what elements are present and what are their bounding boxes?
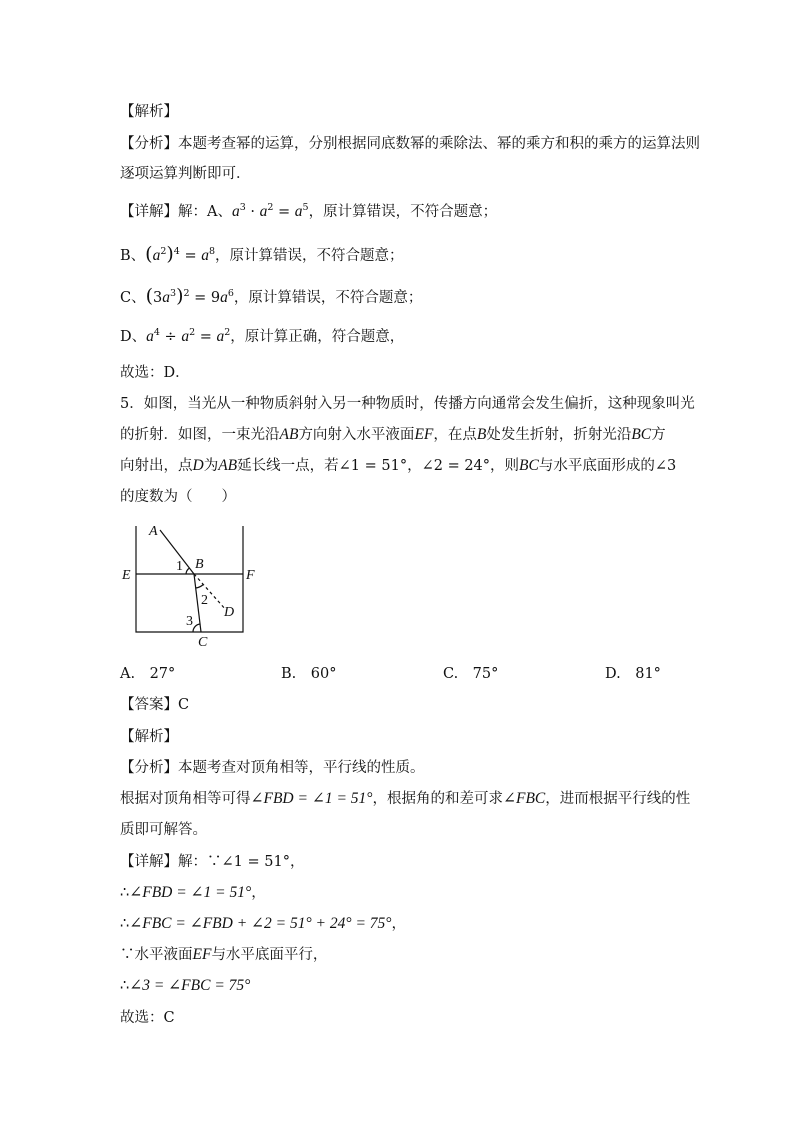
choice-line-2: 故选：C (120, 1010, 175, 1026)
q5-text: ， (407, 458, 422, 474)
fenxi-line-3: 【分析】本题考查对顶角相等，平行线的性质。 (120, 760, 425, 776)
angle-1-arc (186, 568, 190, 574)
xiangjie-option-b (120, 244, 404, 266)
fenxi-label: 【分析】 (120, 136, 178, 152)
option-b-tail: ，原计算错误，不符合题意； (215, 248, 404, 264)
formula-a: $a^3 \cdot a^2 = a^5$ (231, 202, 309, 220)
math-ab: AB (279, 426, 299, 443)
step-3 (120, 945, 327, 965)
math-bc: BC (519, 457, 539, 474)
option-c: C. 75° (443, 666, 499, 682)
label-angle-3: 3 (186, 614, 193, 629)
question5-line-1: 5．如图，当光从一种物质斜射入另一种物质时，传播方向通常会发生偏折，这种现象叫光 (120, 396, 695, 412)
option-a: A. 27° (120, 666, 176, 682)
step-2-eq: ∠FBC = ∠FBD + ∠2 = 51° + 24° = 75° (129, 915, 392, 932)
option-c-prefix: C、 (120, 290, 146, 306)
question5-line-2 (120, 425, 666, 445)
xiangjie-label: 【详解】 (120, 204, 178, 220)
therefore-symbol: ∴ (120, 885, 130, 901)
math-bc: BC (631, 426, 652, 443)
q5-text: 为 (203, 458, 219, 474)
reason-line-2: 质即可解答。 (120, 822, 207, 838)
option-c-tail: ，原计算错误，不符合题意； (233, 290, 423, 306)
formula-b: $(a^2)^4 = a^8$ (145, 243, 216, 265)
xiangjie-text: 【详解】解：∵ (120, 854, 222, 870)
label-a: A (149, 524, 158, 539)
fenxi-line-1 (120, 134, 700, 154)
fenxi-text: 本题考查幂的运算，分别根据同底数幂的乘除法、幂的乘方和积的乘方的运算法则 (178, 136, 700, 152)
label-e: E (122, 568, 131, 583)
xiangjie-option-c (120, 286, 422, 308)
q5-text: 方向射入水平液面 (298, 427, 415, 443)
refraction-figure (118, 518, 258, 650)
math-ab: AB (218, 457, 238, 474)
option-d: D. 81° (605, 666, 661, 682)
jiexi-heading-1: 【解析】 (120, 104, 178, 120)
label-f: F (246, 568, 255, 583)
label-b: B (195, 557, 204, 572)
option-b: B. 60° (281, 666, 337, 682)
step-text: ， (391, 916, 406, 932)
angle-3-arc (193, 624, 200, 632)
therefore-symbol: ∴ (120, 916, 130, 932)
math-angle2: ∠2 = 24° (421, 458, 491, 474)
extension-bd (194, 574, 226, 610)
step-4-eq: ∠3 = ∠FBC = 75° (129, 977, 251, 994)
math-ef: EF (192, 946, 212, 963)
option-d-tail: ，原计算正确，符合题意， (230, 329, 405, 345)
label-angle-1: 1 (176, 559, 183, 574)
option-a-tail: ，原计算错误，不符合题意； (308, 204, 498, 220)
formula-c: $(3a^3)^2 = 9a^6$ (145, 285, 234, 307)
reason-text: ，进而根据平行线的性 (545, 791, 691, 807)
step-2 (120, 914, 406, 934)
label-angle-2: 2 (201, 593, 208, 608)
step-text: ， (251, 885, 266, 901)
option-d-prefix: D、 (120, 329, 147, 345)
angle-2-arc (196, 585, 204, 589)
answer-line: 【答案】C (120, 697, 190, 713)
reason-text: 根据对顶角相等可得 (120, 791, 251, 807)
xiangjie-eq: ∠1 = 51° (221, 854, 290, 870)
choice-line-1: 故选：D． (120, 365, 190, 381)
label-d: D (224, 605, 235, 620)
option-b-prefix: B、 (120, 248, 146, 264)
reason-text: ，根据角的和差可求 (372, 791, 503, 807)
q5-text: ，在点 (433, 427, 477, 443)
math-angle3: ∠3 (654, 458, 677, 474)
xiangjie-prefix: 解：A、 (178, 204, 232, 220)
label-c: C (198, 635, 208, 650)
reason-line-1 (120, 789, 690, 809)
q5-text: ，则 (490, 458, 520, 474)
reason-fbc: ∠FBC (502, 790, 546, 807)
math-angle1: ∠1 = 51° (338, 458, 408, 474)
math-d: D (192, 457, 204, 474)
step-text: 与水平底面平行， (211, 947, 328, 963)
q5-text: 向射出，点 (120, 458, 193, 474)
therefore-symbol: ∴ (120, 978, 130, 994)
xiangjie-option-a (120, 202, 497, 222)
step-1 (120, 883, 266, 903)
fenxi-line-2: 逐项运算判断即可． (120, 166, 251, 182)
xiangjie-line-2 (120, 852, 304, 872)
q5-text: 延长线一点，若 (237, 458, 339, 474)
math-ef: EF (414, 426, 434, 443)
q5-text: 处发生折射，折射光沿 (486, 427, 632, 443)
jiexi-heading-2: 【解析】 (120, 729, 178, 745)
reason-eq: ∠FBD = ∠1 = 51° (250, 790, 373, 807)
q5-text: 方 (651, 427, 666, 443)
q5-text: 的折射．如图，一束光沿 (120, 427, 280, 443)
question5-line-3 (120, 456, 676, 476)
xiangjie-option-d (120, 327, 404, 347)
question5-line-4: 的度数为（ ） (120, 489, 236, 505)
formula-d: $a^4 \div a^2 = a^2$ (146, 327, 231, 345)
step-1-eq: ∠FBD = ∠1 = 51° (129, 884, 252, 901)
step-4 (120, 976, 250, 996)
step-text: ∵水平液面 (120, 947, 193, 963)
math-b: B (476, 426, 487, 443)
ray-bc (194, 574, 201, 632)
xiangjie-text: ， (289, 854, 305, 870)
q5-text: 与水平底面形成的 (538, 458, 655, 474)
